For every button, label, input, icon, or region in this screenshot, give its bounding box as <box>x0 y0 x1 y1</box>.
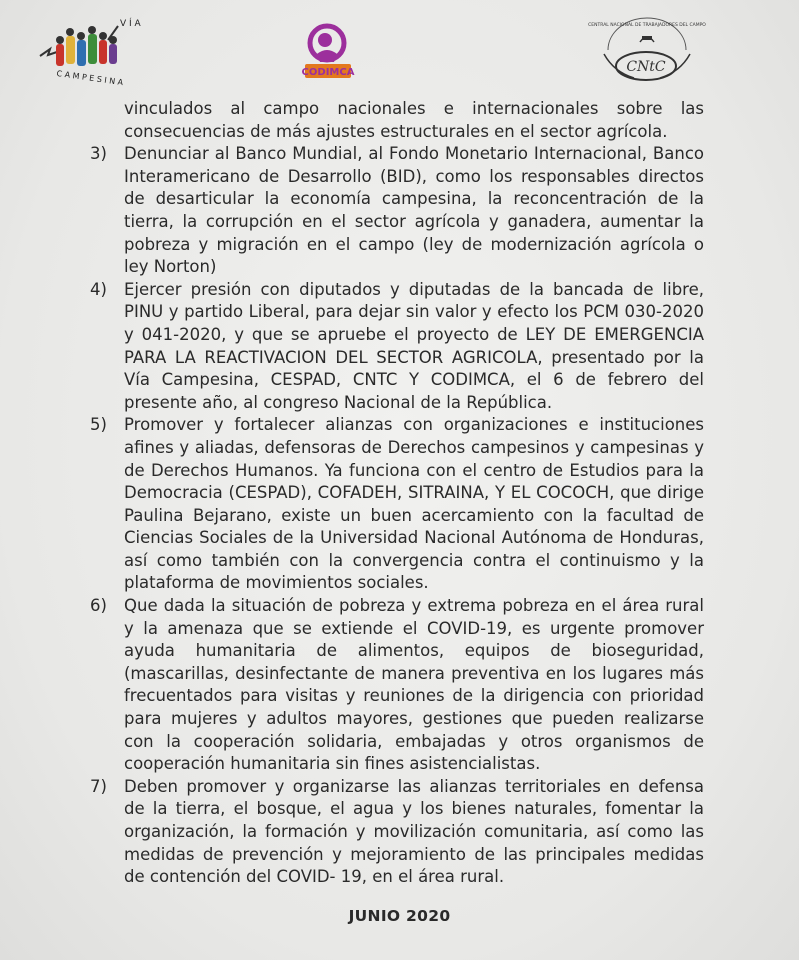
svg-text:CENTRAL NACIONAL DE TRABAJADOR: CENTRAL NACIONAL DE TRABAJADORES DEL CAMPO <box>588 23 706 28</box>
item-text: Deben promover y organizarse las alianzas territoriales en defensa de la tierra, el bosque, el agua y los bienes naturales, fomentar la organización, la formación y movilización comunitaria, así como las medidas de prevención y mejoramiento de las principales medidas de contención del COVID- 19, en el área rural. <box>124 776 704 887</box>
item-text: Promover y fortalecer alianzas con organizaciones e instituciones afines y aliadas, defensoras de Derechos campesinos y campesinas y de Derechos Humanos. Ya funciona con el centro de Estudios para la Democracia (CESPAD), COFADEH, SITRAINA, Y EL COCOCH, que dirige Paulina Bejarano, existe un buen acercamiento con la facultad de Ciencias Sociales de la Universidad Nacional Autónoma de Honduras, así como también con la convergencia contra el continuismo y la plataforma de movimientos sociales. <box>124 415 704 593</box>
item-number: 7) <box>90 776 107 796</box>
item-number: 5) <box>90 415 107 435</box>
continuation-paragraph: vinculados al campo nacionales e internacionales sobre las consecuencias de más ajustes estructurales en el sector agrícola. <box>124 99 704 141</box>
list-item <box>90 414 704 595</box>
item-text: Ejercer presión con diputados y diputadas de la bancada de libre, PINU y partido Liberal, para dejar sin valor y efecto los PCM 030-2020 y 041-2020, y que se apruebe el proyecto de LEY DE EMERGENCIA PARA LA REACTIVACION DEL SECTOR AGRICOLA, presentado por la Vía Campesina, CESPAD, CNTC Y CODIMCA, el 6 de febrero del presente año, al congreso Nacional de la República. <box>124 279 704 412</box>
item-number: 4) <box>90 279 107 299</box>
item-number: 3) <box>90 144 107 164</box>
list-item <box>90 143 704 279</box>
list-item <box>90 776 704 889</box>
list-item <box>90 279 704 415</box>
item-number: 6) <box>90 596 107 616</box>
list-item <box>90 595 704 776</box>
via-campesina-logo <box>36 14 140 86</box>
svg-text:V Í A: V Í A <box>120 19 141 29</box>
svg-text:CODIMCA: CODIMCA <box>301 67 355 78</box>
item-text: Denunciar al Banco Mundial, al Fondo Monetario Internacional, Banco Interamericano de Desarrollo (BID), como los responsables directos de desarticular la economía campesina, la reconcentración de la tierra, la corrupción en el sector agrícola y ganadera, aumentar la pobreza y migración en el campo (ley de modernización agrícola o ley Norton) <box>124 144 704 277</box>
svg-text:C A M P E S I N A: C A M P E S I N A <box>56 68 124 88</box>
cntc-logo <box>588 14 706 90</box>
document-date: JUNIO 2020 <box>348 907 451 925</box>
codimca-logo <box>295 18 361 84</box>
document-body <box>90 98 704 889</box>
item-text: Que dada la situación de pobreza y extrema pobreza en el área rural y la amenaza que se extiende el COVID-19, es urgente promover ayuda humanitaria de alimentos, equipos de bioseguridad, (mascarillas, desinfectante de manera preventiva en los lugares más frecuentados para visitas y reuniones de la dirigencia con prioridad para mujeres y adultos mayores, gestiones que pueden realizarse con la cooperación solidaria, embajadas y otros organismos de cooperación humanitaria sin fines asistencialistas. <box>124 596 704 774</box>
svg-text:CNtC: CNtC <box>626 59 666 75</box>
